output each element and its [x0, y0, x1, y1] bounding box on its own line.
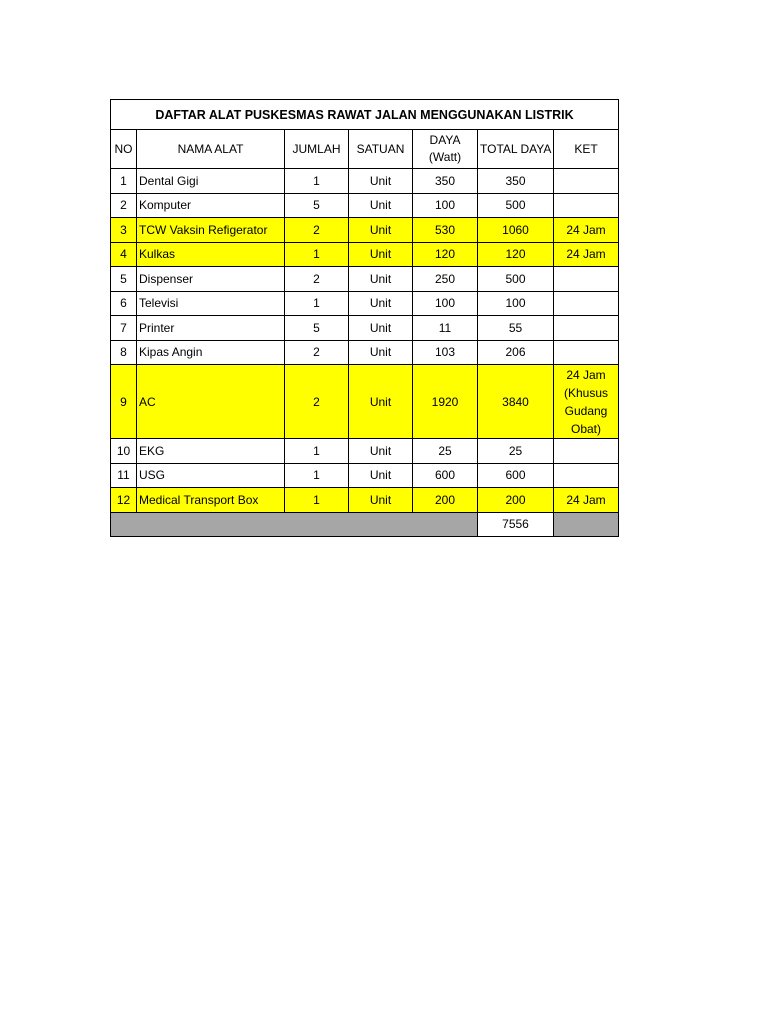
cell-daya: 100 — [413, 291, 478, 316]
cell-daya: 11 — [413, 316, 478, 341]
cell-satuan: Unit — [349, 463, 413, 488]
cell-jumlah: 5 — [285, 193, 349, 218]
cell-ket — [554, 316, 619, 341]
cell-total-daya: 55 — [478, 316, 554, 341]
table-row — [111, 316, 619, 341]
cell-no: 8 — [111, 340, 137, 365]
cell-ket — [554, 267, 619, 292]
cell-satuan: Unit — [349, 291, 413, 316]
cell-jumlah: 1 — [285, 169, 349, 194]
cell-nama-alat: Kulkas — [137, 242, 285, 267]
cell-ket — [554, 439, 619, 464]
table-row — [111, 169, 619, 194]
total-label-cell — [111, 512, 478, 537]
cell-total-daya: 500 — [478, 267, 554, 292]
header-jumlah: JUMLAH — [285, 130, 349, 169]
cell-no: 3 — [111, 218, 137, 243]
cell-nama-alat: Dispenser — [137, 267, 285, 292]
cell-ket — [554, 169, 619, 194]
cell-satuan: Unit — [349, 439, 413, 464]
total-ket-cell — [554, 512, 619, 537]
cell-daya: 530 — [413, 218, 478, 243]
cell-nama-alat: Medical Transport Box — [137, 488, 285, 513]
cell-nama-alat: TCW Vaksin Refigerator — [137, 218, 285, 243]
table-body — [111, 100, 619, 537]
cell-ket — [554, 340, 619, 365]
cell-nama-alat: Televisi — [137, 291, 285, 316]
cell-no: 4 — [111, 242, 137, 267]
cell-daya: 200 — [413, 488, 478, 513]
cell-nama-alat: Kipas Angin — [137, 340, 285, 365]
cell-no: 2 — [111, 193, 137, 218]
cell-satuan: Unit — [349, 267, 413, 292]
cell-jumlah: 1 — [285, 488, 349, 513]
table-row — [111, 242, 619, 267]
table-row — [111, 291, 619, 316]
header-nama-alat: NAMA ALAT — [137, 130, 285, 169]
table-row — [111, 439, 619, 464]
cell-nama-alat: Dental Gigi — [137, 169, 285, 194]
table-row — [111, 488, 619, 513]
cell-no: 1 — [111, 169, 137, 194]
cell-nama-alat: AC — [137, 365, 285, 439]
cell-satuan: Unit — [349, 218, 413, 243]
header-satuan: SATUAN — [349, 130, 413, 169]
table-row — [111, 267, 619, 292]
table-title: DAFTAR ALAT PUSKESMAS RAWAT JALAN MENGGUNAKAN LISTRIK — [111, 100, 619, 130]
cell-no: 6 — [111, 291, 137, 316]
cell-no: 7 — [111, 316, 137, 341]
cell-jumlah: 2 — [285, 340, 349, 365]
cell-daya: 120 — [413, 242, 478, 267]
cell-no: 5 — [111, 267, 137, 292]
cell-satuan: Unit — [349, 340, 413, 365]
cell-nama-alat: Printer — [137, 316, 285, 341]
cell-jumlah: 1 — [285, 291, 349, 316]
cell-satuan: Unit — [349, 193, 413, 218]
cell-total-daya: 500 — [478, 193, 554, 218]
cell-daya: 250 — [413, 267, 478, 292]
cell-ket: 24 Jam — [554, 242, 619, 267]
cell-daya: 25 — [413, 439, 478, 464]
cell-jumlah: 5 — [285, 316, 349, 341]
cell-satuan: Unit — [349, 365, 413, 439]
cell-satuan: Unit — [349, 488, 413, 513]
grand-total-value: 7556 — [478, 512, 554, 537]
cell-total-daya: 200 — [478, 488, 554, 513]
cell-total-daya: 25 — [478, 439, 554, 464]
cell-total-daya: 350 — [478, 169, 554, 194]
cell-nama-alat: EKG — [137, 439, 285, 464]
table-row — [111, 193, 619, 218]
cell-total-daya: 3840 — [478, 365, 554, 439]
table-row — [111, 218, 619, 243]
table-row — [111, 463, 619, 488]
cell-no: 12 — [111, 488, 137, 513]
cell-ket — [554, 463, 619, 488]
cell-no: 10 — [111, 439, 137, 464]
cell-jumlah: 1 — [285, 242, 349, 267]
cell-satuan: Unit — [349, 316, 413, 341]
cell-total-daya: 120 — [478, 242, 554, 267]
header-daya: DAYA (Watt) — [413, 130, 478, 169]
cell-daya: 1920 — [413, 365, 478, 439]
cell-ket: 24 Jam — [554, 218, 619, 243]
cell-daya: 350 — [413, 169, 478, 194]
header-ket: KET — [554, 130, 619, 169]
equipment-table — [110, 99, 619, 537]
header-no: NO — [111, 130, 137, 169]
cell-nama-alat: Komputer — [137, 193, 285, 218]
cell-ket — [554, 291, 619, 316]
table-row — [111, 340, 619, 365]
cell-ket — [554, 193, 619, 218]
cell-total-daya: 1060 — [478, 218, 554, 243]
cell-jumlah: 2 — [285, 218, 349, 243]
cell-daya: 600 — [413, 463, 478, 488]
cell-jumlah: 1 — [285, 463, 349, 488]
cell-jumlah: 2 — [285, 365, 349, 439]
cell-total-daya: 100 — [478, 291, 554, 316]
total-row — [111, 512, 619, 537]
title-row — [111, 100, 619, 130]
header-row — [111, 130, 619, 169]
cell-total-daya: 600 — [478, 463, 554, 488]
cell-ket: 24 Jam — [554, 488, 619, 513]
cell-nama-alat: USG — [137, 463, 285, 488]
header-total-daya: TOTAL DAYA — [478, 130, 554, 169]
cell-no: 11 — [111, 463, 137, 488]
cell-satuan: Unit — [349, 242, 413, 267]
cell-satuan: Unit — [349, 169, 413, 194]
cell-no: 9 — [111, 365, 137, 439]
cell-daya: 103 — [413, 340, 478, 365]
cell-jumlah: 1 — [285, 439, 349, 464]
cell-total-daya: 206 — [478, 340, 554, 365]
table-row — [111, 365, 619, 439]
cell-jumlah: 2 — [285, 267, 349, 292]
cell-daya: 100 — [413, 193, 478, 218]
cell-ket: 24 Jam (Khusus Gudang Obat) — [554, 365, 619, 439]
